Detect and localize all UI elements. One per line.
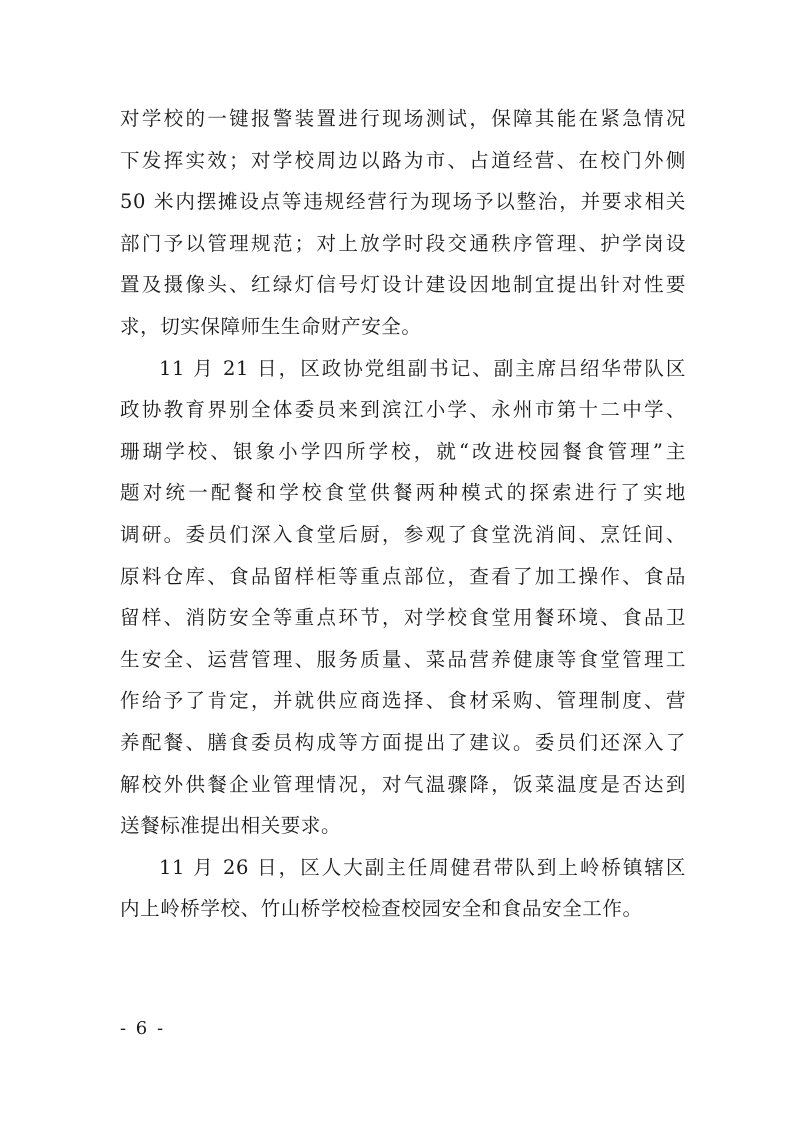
paragraph-2-line-12: 送餐标准提出相关要求。 [120,814,342,838]
paragraph-1-line-1: 对学校的一键报警装置进行现场测试，保障其能在紧急情况 [120,107,686,130]
paragraph-1-line-4: 部门予以管理规范；对上放学时段交通秩序管理、护学岗设 [120,231,686,255]
paragraph-2-line-3: 珊瑚学校、银象小学四所学校，就“改进校园餐食管理”主 [120,439,686,463]
paragraph-2-line-4: 题对统一配餐和学校食堂供餐两种模式的探索进行了实地 [120,481,686,505]
paragraph-2-line-6: 原料仓库、食品留样柜等重点部位，查看了加工操作、食品 [120,564,686,588]
paragraph-2-line-7: 留样、消防安全等重点环节，对学校食堂用餐环境、食品卫 [120,606,686,630]
paragraph-2-line-9: 作给予了肯定，并就供应商选择、食材采购、管理制度、营 [120,689,686,713]
page-number: - 6 - [120,1018,166,1039]
paragraph-2-line-2: 政协教育界别全体委员来到滨江小学、永州市第十二中学、 [120,398,686,422]
paragraph-3-line-1: 11 月 26 日，区人大副主任周健君带队到上岭桥镇辖区 [159,855,686,879]
paragraph-1-line-2: 下发挥实效；对学校周边以路为市、占道经营、在校门外侧 [120,148,686,172]
body-text [120,98,686,930]
paragraph-1-line-6: 求，切实保障师生生命财产安全。 [120,314,422,338]
paragraph-2-line-11: 解校外供餐企业管理情况，对气温骤降，饭菜温度是否达到 [120,772,686,796]
paragraph-1-line-5: 置及摄像头、红绿灯信号灯设计建设因地制宜提出针对性要 [120,273,686,297]
paragraph-2-line-8: 生安全、运营管理、服务质量、菜品营养健康等食堂管理工 [120,647,686,671]
paragraph-2-line-10: 养配餐、膳食委员构成等方面提出了建议。委员们还深入了 [120,730,686,754]
paragraph-1-line-3: 50 米内摆摊设点等违规经营行为现场予以整治，并要求相关 [120,190,686,214]
paragraph-2-line-5: 调研。委员们深入食堂后厨，参观了食堂洗消间、烹饪间、 [120,522,686,546]
paragraph-2-line-1: 11 月 21 日，区政协党组副书记、副主席吕绍华带队区 [159,356,686,380]
paragraph-3-line-2: 内上岭桥学校、竹山桥学校检查校园安全和食品安全工作。 [120,897,643,921]
